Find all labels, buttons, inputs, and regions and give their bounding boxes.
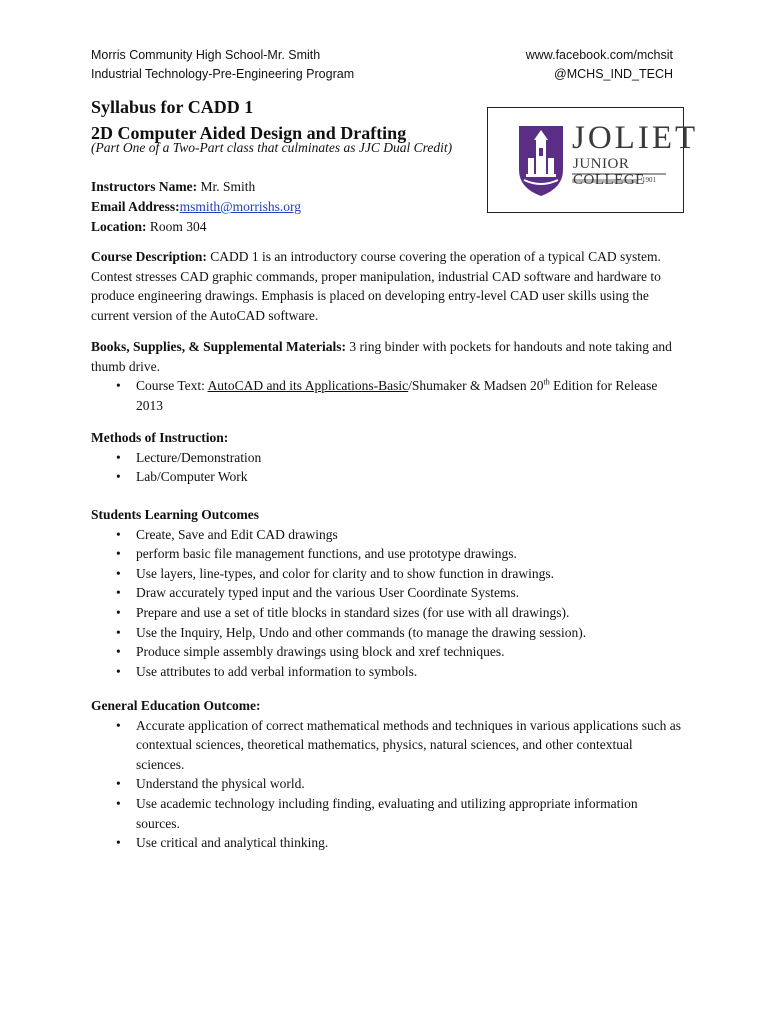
header-left — [91, 46, 354, 84]
gen-ed-section — [91, 696, 683, 853]
list-item: • Use layers, line-types, and color for clarity and to show function in drawings. — [91, 564, 683, 584]
instructor-info — [91, 177, 301, 237]
books-text: 3 ring binder with pockets for handouts and note taking and thumb drive. — [91, 339, 672, 374]
list-item: • Use the Inquiry, Help, Undo and other commands (to manage the drawing session). — [91, 623, 683, 643]
title-line-1: Syllabus for CADD 1 — [91, 97, 254, 117]
list-item: • Prepare and use a set of title blocks in standard sizes (for use with all drawings). — [91, 603, 683, 623]
header-program: Industrial Technology-Pre-Engineering Program — [91, 67, 355, 81]
logo-word-joliet: JOLIET — [572, 120, 699, 156]
course-description-text: CADD 1 is an introductory course covering the operation of a typical CAD system. Contest stresses CAD graphic commands, proper manipulation, industrial CAD software and hardware to produce engineering drawings. Emphasis is placed on developing entry-level CAD user skills using the current version of the AutoCAD software. — [91, 249, 661, 323]
instructor-label: Instructors Name: — [91, 179, 198, 194]
instructor-line — [91, 177, 301, 197]
books-paragraph — [91, 337, 683, 376]
header-school: Morris Community High School-Mr. Smith — [91, 48, 321, 62]
instructor-value: Mr. Smith — [197, 179, 256, 194]
list-item: • Use critical and analytical thinking. — [91, 833, 683, 853]
list-item: • Produce simple assembly drawings using block and xref techniques. — [91, 642, 683, 662]
list-item: • Accurate application of correct mathematical methods and techniques in various applications such as contextual sciences, theoretical mathematics, physics, natural sciences, and other contextual sciences. — [91, 716, 683, 775]
course-text-prefix: Course Text: — [136, 378, 208, 394]
list-item: • Lab/Computer Work — [91, 467, 683, 487]
subtitle: (Part One of a Two-Part class that culminates as JJC Dual Credit) — [91, 140, 453, 155]
title-line-2: 2D Computer Aided Design and Drafting — [91, 123, 407, 143]
gen-ed-heading: General Education Outcome: — [91, 698, 261, 713]
page-title — [91, 94, 406, 146]
list-item: • Use attributes to add verbal information to symbols. — [91, 662, 683, 682]
location-label: Location: — [91, 219, 147, 234]
course-text-title: AutoCAD and its Applications-Basic — [207, 378, 409, 394]
location-value: Room 304 — [146, 219, 207, 234]
methods-section — [91, 428, 683, 487]
books-label: Books, Supplies, & Supplemental Materials: — [91, 339, 347, 354]
list-item — [91, 376, 683, 415]
methods-list — [91, 448, 683, 487]
logo-word-junior-college: JUNIOR COLLEGE — [573, 156, 645, 188]
list-item: • Lecture/Demonstration — [91, 448, 683, 468]
course-text-edition: Edition for Release 2013 — [136, 378, 658, 413]
header-right — [526, 46, 673, 84]
email-label: Email Address: — [91, 199, 180, 214]
list-item: • Use academic technology including finding, evaluating and utilizing appropriate information sources. — [91, 794, 683, 833]
methods-heading: Methods of Instruction: — [91, 430, 229, 445]
header-twitter: @MCHS_IND_TECH — [554, 67, 673, 81]
email-line — [91, 197, 301, 217]
gen-ed-list — [91, 716, 683, 853]
list-item: • Understand the physical world. — [91, 774, 683, 794]
course-text-sup: th — [543, 377, 550, 387]
list-item: • Draw accurately typed input and the various User Coordinate Systems. — [91, 583, 683, 603]
outcomes-section — [91, 505, 683, 681]
books-list — [91, 376, 683, 415]
location-line — [91, 217, 301, 237]
outcomes-heading: Students Learning Outcomes — [91, 507, 260, 522]
outcomes-list — [91, 525, 683, 682]
list-item: • perform basic file management functions, and use prototype drawings. — [91, 544, 683, 564]
course-text-author: /Shumaker & Madsen 20 — [408, 378, 544, 394]
books-section — [91, 337, 683, 415]
list-item: • Create, Save and Edit CAD drawings — [91, 525, 683, 545]
course-description-label: Course Description: — [91, 249, 207, 264]
joliet-logo — [487, 107, 699, 213]
logo-year: 1901 — [642, 176, 656, 184]
email-link[interactable]: msmith@morrishs.org — [179, 199, 301, 214]
header-facebook: www.facebook.com/mchsit — [525, 48, 673, 62]
course-description — [91, 247, 683, 325]
